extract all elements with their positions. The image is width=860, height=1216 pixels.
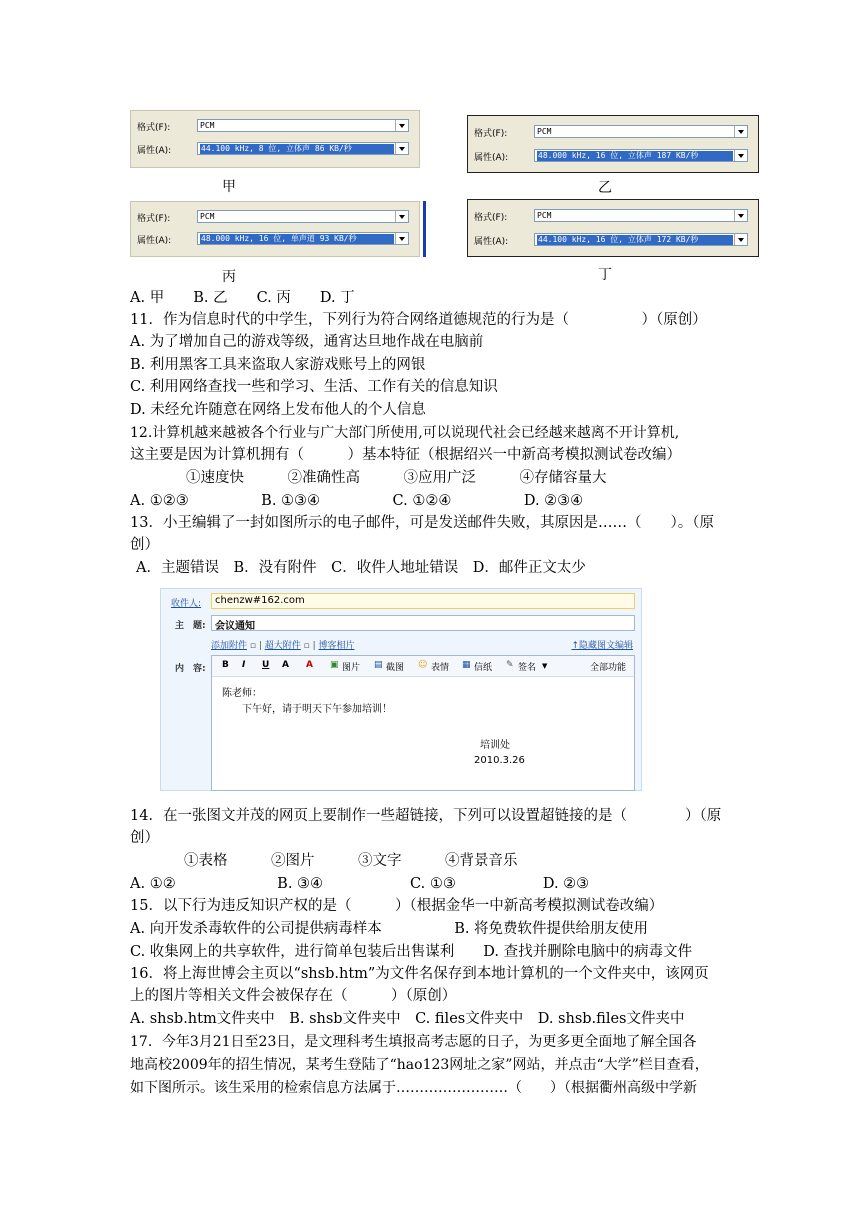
q11-stem: 11．作为信息时代的中学生，下列行为符合网络道德规范的行为是（ ）（原创）	[130, 312, 707, 328]
chevron-down-icon[interactable]	[734, 234, 747, 245]
q15-options-cd: C. 收集网上的共享软件，进行简单包装后出售谋利 D. 查找并删除电脑中的病毒文件	[130, 944, 693, 960]
q11-option-b: B. 利用黑客工具来盗取人家游戏账号上的网银	[130, 357, 426, 373]
bold-button[interactable]: B	[222, 660, 229, 670]
q12-items: ①速度快 ②准确性高 ③应用广泛 ④存储容量大	[186, 470, 607, 486]
q14-items: ①表格 ②图片 ③文字 ④背景音乐	[184, 853, 518, 869]
format-value: PCM	[200, 121, 215, 130]
emoji-icon[interactable]: ☺	[418, 660, 428, 670]
caption-yi: 乙	[598, 180, 612, 196]
audio-format-panel-bing	[130, 201, 420, 257]
underline-button[interactable]: U	[262, 660, 270, 670]
q14-stem-line1: 14．在一张图文并茂的网页上要制作一些超链接，下列可以设置超链接的是（ ）（原	[130, 808, 722, 824]
add-attachment-link[interactable]: 添加附件	[211, 641, 248, 651]
attr-value: 44.100 kHz, 8 位, 立体声 86 KB/秒	[200, 144, 394, 154]
format-value: PCM	[200, 212, 215, 221]
editor-toolbar	[212, 656, 634, 677]
stationery-icon[interactable]: ▦	[462, 660, 471, 670]
format-select[interactable]	[197, 210, 409, 223]
q17-line2: 地高校2009年的招生情况，某考生登陆了“hao123网址之家”网站，并点击“大学”栏目查看，	[130, 1057, 709, 1073]
format-select[interactable]	[534, 125, 748, 138]
attr-label: 属性(A):	[474, 237, 509, 247]
screenshot-icon[interactable]: ▤	[374, 660, 383, 670]
chevron-down-icon[interactable]	[395, 233, 408, 244]
pen-icon[interactable]: ✎	[506, 660, 514, 670]
email-body	[222, 686, 392, 718]
chevron-down-icon[interactable]	[395, 211, 408, 222]
q12-stem-line2: 这主要是因为计算机拥有（ ）基本特征（根据绍兴一中新高考模拟测试卷改编）	[130, 447, 681, 463]
attachment-links: 添加附件 ▫ | 超大附件 ▫ | 博客相片	[211, 641, 355, 651]
chevron-down-icon[interactable]: ▼	[542, 662, 548, 670]
q14-options: A. ①② B. ③④ C. ①③ D. ②③	[130, 876, 590, 892]
chevron-down-icon[interactable]	[734, 126, 747, 137]
email-compose-screenshot	[160, 588, 642, 791]
format-select[interactable]	[197, 119, 409, 132]
stationery-button[interactable]: 信纸	[474, 663, 493, 673]
message-text: 下午好，请于明天下午参加培训！	[242, 704, 392, 715]
font-color-button[interactable]: A	[306, 660, 313, 670]
caption-ding: 丁	[598, 267, 612, 283]
screenshot-button[interactable]: 截图	[386, 663, 405, 673]
all-features-button[interactable]: 全部功能	[590, 663, 627, 673]
audio-format-panel-ding	[467, 199, 759, 257]
picture-button[interactable]: 图片	[342, 663, 361, 673]
q13-options: A．主题错误 B．没有附件 C．收件人地址错误 D．邮件正文太少	[136, 560, 586, 576]
format-value: PCM	[537, 211, 552, 220]
email-date: 2010.3.26	[474, 755, 525, 766]
signature-button[interactable]: 签名	[518, 663, 537, 673]
q16-stem-line2: 上的图片等相关文件会被保存在（ ）（原创）	[130, 988, 457, 1004]
attr-value: 48.000 kHz, 16 位, 单声道 93 KB/秒	[200, 234, 394, 244]
q10-options: A. 甲 B. 乙 C. 丙 D. 丁	[130, 290, 355, 306]
chevron-down-icon[interactable]	[395, 143, 408, 154]
attr-select[interactable]	[534, 233, 748, 246]
q16-stem-line1: 16．将上海世博会主页以“shsb.htm”为文件名保存到本地计算机的一个文件夹中，该网页	[130, 966, 709, 982]
panel-divider	[423, 201, 426, 257]
caption-jia: 甲	[222, 179, 236, 195]
q13-stem-line1: 13．小王编辑了一封如图所示的电子邮件，可是发送邮件失败，其原因是……（ ）。（原	[130, 515, 714, 531]
recipient-value: chenzw#162.com	[215, 595, 305, 606]
large-attachment-link[interactable]: 超大附件	[264, 641, 301, 651]
attr-label: 属性(A):	[137, 236, 172, 246]
q16-options: A. shsb.htm文件夹中 B. shsb文件夹中 C. files文件夹中 D. shsb.files文件夹中	[130, 1011, 685, 1027]
attr-label: 属性(A):	[474, 153, 509, 163]
format-label: 格式(F):	[137, 214, 171, 224]
format-label: 格式(F):	[137, 123, 171, 133]
recipient-label[interactable]: 收件人:	[171, 599, 202, 609]
q15-options-ab: A. 向开发杀毒软件的公司提供病毒样本 B. 将免费软件提供给朋友使用	[130, 921, 649, 937]
q12-options: A. ①②③ B. ①③④ C. ①②④ D. ②③④	[130, 493, 584, 509]
subject-value: 会议通知	[215, 621, 255, 632]
q11-option-c: C. 利用网络查找一些和学习、生活、工作有关的信息知识	[130, 379, 498, 395]
font-size-button[interactable]: A	[282, 660, 289, 670]
format-select[interactable]	[534, 209, 748, 222]
hide-editor-link[interactable]: ↑隐藏图文编辑	[571, 641, 633, 651]
audio-format-panel-yi	[467, 115, 759, 173]
q15-stem: 15．以下行为违反知识产权的是（ ）（根据金华一中新高考模拟测试卷改编）	[130, 898, 664, 914]
audio-format-panel-jia	[130, 110, 420, 168]
italic-button[interactable]: I	[242, 660, 246, 670]
greeting: 陈老师：	[222, 688, 262, 699]
attr-label: 属性(A):	[137, 146, 172, 156]
subject-input[interactable]	[211, 615, 635, 631]
q14-stem-line2: 创）	[130, 830, 159, 846]
caption-bing: 丙	[222, 269, 236, 285]
emoji-button[interactable]: 表情	[431, 663, 450, 673]
q13-stem-line2: 创）	[130, 537, 159, 553]
blog-photo-link[interactable]: 博客相片	[318, 641, 355, 651]
format-label: 格式(F):	[474, 213, 508, 223]
attr-select[interactable]	[197, 232, 409, 245]
q17-line3: 如下图所示。该生采用的检索信息方法属于……………………（ ）（根据衢州高级中学新	[130, 1080, 697, 1096]
chevron-down-icon[interactable]	[395, 120, 408, 131]
format-label: 格式(F):	[474, 129, 508, 139]
attr-select[interactable]	[197, 142, 409, 155]
format-value: PCM	[537, 127, 552, 136]
subject-label: 主 题:	[175, 621, 206, 631]
q11-option-a: A. 为了增加自己的游戏等级，通宵达旦地作战在电脑前	[130, 334, 484, 350]
q17-line1: 17．今年3月21日至23日，是文理科考生填报高考志愿的日子，为更多更全面地了解全国各	[130, 1034, 697, 1050]
attr-value: 48.000 kHz, 16 位, 立体声 187 KB/秒	[537, 151, 733, 161]
attr-select[interactable]	[534, 149, 748, 162]
chevron-down-icon[interactable]	[734, 210, 747, 221]
rich-text-editor[interactable]	[211, 655, 635, 791]
attr-value: 44.100 kHz, 16 位, 立体声 172 KB/秒	[537, 235, 733, 245]
content-label: 内 容:	[175, 664, 206, 674]
chevron-down-icon[interactable]	[734, 150, 747, 161]
recipient-input[interactable]	[211, 593, 635, 609]
picture-icon[interactable]: ▣	[330, 660, 339, 670]
sender-signature: 培训处	[480, 740, 510, 751]
q12-stem-line1: 12.计算机越来越被各个行业与广大部门所使用,可以说现代社会已经越来越离不开计算机,	[130, 425, 680, 441]
q11-option-d: D. 未经允许随意在网络上发布他人的个人信息	[130, 402, 426, 418]
